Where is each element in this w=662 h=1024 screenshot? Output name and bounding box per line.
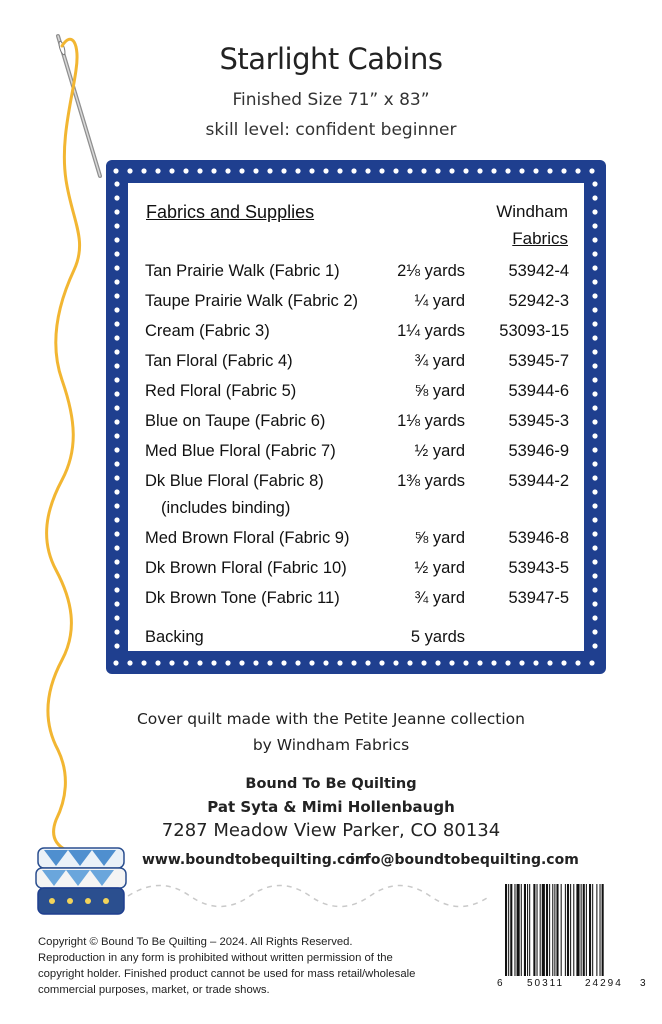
frame-dot (114, 489, 119, 494)
barcode-bars (497, 882, 647, 980)
supply-row (145, 382, 569, 404)
frame-dot (114, 573, 119, 578)
fabric-name: Dk Brown Floral (Fabric 10) (145, 559, 347, 577)
barcode-bar (570, 884, 571, 976)
frame-dot (592, 279, 597, 284)
backing-amount: 5 yards (410, 628, 465, 646)
copyright-notice (38, 934, 478, 998)
copyright-line1: Copyright © Bound To Be Quilting – 2024. All Rights Reserved. (38, 936, 353, 948)
barcode-bar (524, 884, 526, 976)
pattern-title: Starlight Cabins (219, 42, 443, 76)
supply-row (145, 442, 569, 464)
barcode-bar (517, 884, 520, 976)
frame-dot (114, 307, 119, 312)
fabric-number: 53945-7 (508, 352, 569, 370)
frame-dot (127, 168, 132, 173)
barcode-bar (592, 884, 593, 976)
barcode-bar (586, 884, 587, 976)
barcode-bar (533, 884, 535, 976)
fabric-amount: ¼ yard (414, 292, 465, 310)
barcode-bar (573, 884, 574, 976)
fabric-number: 53942-4 (508, 262, 569, 280)
frame-dot (592, 335, 597, 340)
frame-dot (267, 168, 272, 173)
frame-dot (449, 660, 454, 665)
fabric-name: Med Brown Floral (Fabric 9) (145, 529, 350, 547)
company-name: Bound To Be Quilting (245, 776, 417, 792)
barcode-bar (549, 884, 550, 976)
frame-dot (592, 405, 597, 410)
frame-dot (114, 461, 119, 466)
barcode (497, 882, 647, 990)
frame-dot (114, 531, 119, 536)
frame-dot (592, 545, 597, 550)
fabric-amount: ¾ yard (414, 589, 465, 607)
frame-dot (592, 293, 597, 298)
frame-dot (197, 660, 202, 665)
frame-dot (114, 503, 119, 508)
frame-dot (592, 615, 597, 620)
barcode-digit-check: 3 (640, 978, 646, 989)
frame-dot (114, 363, 119, 368)
frame-dot (589, 660, 594, 665)
frame-dot (114, 223, 119, 228)
barcode-bar (561, 884, 562, 976)
frame-dot (183, 168, 188, 173)
frame-dot (337, 168, 342, 173)
barcode-bar (554, 884, 555, 976)
frame-dot (323, 168, 328, 173)
frame-dot (114, 419, 119, 424)
frame-dot (114, 195, 119, 200)
frame-dot (592, 391, 597, 396)
frame-dot (253, 660, 258, 665)
frame-dot (505, 168, 510, 173)
frame-dot (295, 660, 300, 665)
frame-dot (592, 475, 597, 480)
skill-level: skill level: confident beginner (205, 120, 457, 140)
frame-dot (592, 489, 597, 494)
fabric-name: Tan Prairie Walk (Fabric 1) (145, 262, 340, 280)
frame-dot (393, 168, 398, 173)
fabric-amount: ½ yard (414, 559, 465, 577)
barcode-bar (576, 884, 579, 976)
fabric-number: 52942-3 (508, 292, 569, 310)
fabric-name: Taupe Prairie Walk (Fabric 2) (145, 292, 359, 310)
barcode-bar (565, 884, 566, 976)
barcode-bar (529, 884, 530, 976)
frame-dot (351, 660, 356, 665)
frame-dot (281, 660, 286, 665)
barcode-bar (542, 884, 545, 976)
frame-dot (155, 660, 160, 665)
frame-dot (295, 168, 300, 173)
supply-row (145, 559, 569, 581)
frame-dot (141, 660, 146, 665)
barcode-bar (602, 884, 604, 976)
copyright-line3: copyright holder. Finished product cannot be used for mass retail/wholesale (38, 968, 416, 980)
frame-dot (592, 503, 597, 508)
barcode-bar (527, 884, 528, 976)
frame-dot (592, 363, 597, 368)
frame-dot (169, 168, 174, 173)
frame-dot (225, 660, 230, 665)
frame-dot (519, 168, 524, 173)
barcode-bar (567, 884, 569, 976)
fabric-amount: 2⅛ yards (397, 262, 465, 280)
frame-dot (114, 349, 119, 354)
frame-dot (114, 279, 119, 284)
barcode-bar (508, 884, 509, 976)
frame-dot (211, 660, 216, 665)
barcode-bar (581, 884, 582, 976)
frame-dot (114, 251, 119, 256)
frame-dot (491, 168, 496, 173)
supply-row (145, 412, 569, 434)
supply-row (145, 352, 569, 374)
frame-dot (351, 168, 356, 173)
frame-dot (114, 181, 119, 186)
frame-dot (113, 168, 118, 173)
frame-dot (114, 517, 119, 522)
company-address: 7287 Meadow View Parker, CO 80134 (161, 820, 501, 841)
frame-dot (421, 660, 426, 665)
frame-dot (547, 168, 552, 173)
frame-dot (592, 265, 597, 270)
copyright-line4: commercial purposes, market, or trade shows. (38, 984, 270, 996)
frame-dot (113, 660, 118, 665)
frame-dot (477, 660, 482, 665)
fabric-number: 53944-2 (508, 472, 569, 490)
frame-dot (114, 377, 119, 382)
frame-dot (592, 195, 597, 200)
frame-dot (323, 660, 328, 665)
finished-size: Finished Size 71” x 83” (232, 90, 430, 110)
frame-dot (155, 168, 160, 173)
frame-dot (592, 601, 597, 606)
backing-label: Backing (145, 628, 204, 646)
barcode-bar (540, 884, 541, 976)
barcode-bar (514, 884, 515, 976)
stitch-line (128, 886, 490, 907)
frame-dot (114, 391, 119, 396)
frame-dot (589, 168, 594, 173)
supply-row (145, 322, 569, 344)
frame-dot (309, 660, 314, 665)
frame-dot (141, 168, 146, 173)
fabric-amount: ⅝ yard (414, 529, 465, 547)
website-link[interactable]: www.boundtobequilting.com (142, 852, 370, 868)
barcode-digits-left: 50311 (527, 978, 565, 989)
frame-dot (575, 168, 580, 173)
frame-dot (114, 559, 119, 564)
frame-dot (592, 447, 597, 452)
frame-dot (421, 168, 426, 173)
frame-dot (365, 168, 370, 173)
frame-dot (592, 223, 597, 228)
frame-dot (592, 181, 597, 186)
frame-dot (592, 321, 597, 326)
frame-dot (114, 265, 119, 270)
frame-dot (592, 307, 597, 312)
supply-row (145, 472, 569, 522)
frame-dot (365, 660, 370, 665)
frame-dot (449, 168, 454, 173)
frame-dot (114, 293, 119, 298)
frame-dot (505, 660, 510, 665)
fabric-number: 53093-15 (499, 322, 569, 340)
frame-dot (114, 335, 119, 340)
frame-dot (114, 321, 119, 326)
frame-dot (127, 660, 132, 665)
frame-dot (592, 349, 597, 354)
frame-dot (435, 660, 440, 665)
frame-dot (592, 433, 597, 438)
frame-dot (114, 587, 119, 592)
frame-dot (114, 643, 119, 648)
frame-dot (114, 209, 119, 214)
frame-dot (533, 660, 538, 665)
cover-note (0, 706, 662, 758)
barcode-bar (552, 884, 553, 976)
frame-dot (114, 433, 119, 438)
fabric-name: Med Blue Floral (Fabric 7) (145, 442, 336, 460)
company-people: Pat Syta & Mimi Hollenbaugh (207, 798, 455, 816)
frame-dot (592, 587, 597, 592)
frame-dot (533, 168, 538, 173)
copyright-line2: Reproduction in any form is prohibited without written permission of the (38, 952, 393, 964)
frame-dot (592, 377, 597, 382)
quilt-stack-icon (34, 844, 128, 920)
fabric-name: Dk Blue Floral (Fabric 8) (145, 472, 324, 490)
barcode-digit-lead: 6 (497, 978, 503, 989)
fabric-amount: 1⅜ yards (397, 472, 465, 490)
fabric-name: Tan Floral (Fabric 4) (145, 352, 293, 370)
barcode-digits-right: 24294 (585, 978, 623, 989)
barcode-bar (596, 884, 597, 976)
frame-dot (592, 419, 597, 424)
brand-heading-line2: Fabrics (512, 229, 568, 248)
frame-dot (114, 475, 119, 480)
fabric-name: Red Floral (Fabric 5) (145, 382, 297, 400)
frame-dot (281, 168, 286, 173)
barcode-bar (546, 884, 548, 976)
supply-row (145, 262, 569, 284)
frame-dot (114, 601, 119, 606)
barcode-bar (521, 884, 522, 976)
backing-row (145, 628, 569, 650)
frame-dot (491, 660, 496, 665)
fabric-name: Dk Brown Tone (Fabric 11) (145, 589, 340, 607)
fabric-number: 53945-3 (508, 412, 569, 430)
frame-dot (211, 168, 216, 173)
frame-dot (463, 168, 468, 173)
fabric-amount: ⅝ yard (414, 382, 465, 400)
frame-dot (114, 237, 119, 242)
fabric-note: (includes binding) (161, 499, 291, 517)
frame-dot (407, 168, 412, 173)
barcode-bar (556, 884, 558, 976)
supplies-heading: Fabrics and Supplies (146, 202, 315, 222)
frame-dot (267, 660, 272, 665)
email-link[interactable]: info@boundtobequilting.com (350, 852, 579, 868)
frame-dot (547, 660, 552, 665)
frame-dot (407, 660, 412, 665)
frame-dot (592, 643, 597, 648)
barcode-bar (583, 884, 585, 976)
barcode-bar (589, 884, 591, 976)
frame-dot (114, 545, 119, 550)
supply-row (145, 589, 569, 611)
barcode-bar (505, 884, 507, 976)
frame-dot (561, 660, 566, 665)
barcode-bar (600, 884, 601, 976)
brand-heading-line1: Windham (496, 202, 568, 221)
fabric-number: 53944-6 (508, 382, 569, 400)
frame-dot (114, 447, 119, 452)
frame-dot (114, 629, 119, 634)
frame-dot (592, 629, 597, 634)
frame-dot (592, 461, 597, 466)
supply-row (145, 292, 569, 314)
frame-dot (337, 660, 342, 665)
frame-dot (253, 168, 258, 173)
frame-dot (592, 209, 597, 214)
frame-dot (379, 660, 384, 665)
frame-dot (309, 168, 314, 173)
frame-dot (519, 660, 524, 665)
frame-dot (592, 251, 597, 256)
fabric-amount: ½ yard (414, 442, 465, 460)
frame-dot (197, 168, 202, 173)
frame-dot (114, 405, 119, 410)
fabric-amount: 1⅛ yards (397, 412, 465, 430)
frame-dot (114, 615, 119, 620)
fabric-amount: ¾ yard (414, 352, 465, 370)
frame-dot (183, 660, 188, 665)
fabric-name: Blue on Taupe (Fabric 6) (145, 412, 326, 430)
frame-dot (463, 660, 468, 665)
frame-dot (561, 168, 566, 173)
frame-dot (592, 517, 597, 522)
fabric-number: 53943-5 (508, 559, 569, 577)
frame-dot (239, 660, 244, 665)
frame-dot (225, 168, 230, 173)
frame-dot (477, 168, 482, 173)
frame-dot (393, 660, 398, 665)
frame-dot (592, 573, 597, 578)
frame-dot (592, 559, 597, 564)
barcode-bar (510, 884, 512, 976)
cover-note-line1: Cover quilt made with the Petite Jeanne collection (136, 710, 525, 728)
fabric-number: 53946-8 (508, 529, 569, 547)
frame-dot (239, 168, 244, 173)
cover-note-line2: by Windham Fabrics (252, 736, 410, 754)
frame-dot (575, 660, 580, 665)
frame-dot (592, 237, 597, 242)
frame-dot (379, 168, 384, 173)
fabric-number: 53947-5 (508, 589, 569, 607)
fabric-amount: 1¼ yards (397, 322, 465, 340)
frame-dot (435, 168, 440, 173)
fabric-name: Cream (Fabric 3) (145, 322, 270, 340)
barcode-bar (537, 884, 538, 976)
frame-dot (592, 531, 597, 536)
supply-row (145, 529, 569, 551)
frame-dot (169, 660, 174, 665)
fabric-number: 53946-9 (508, 442, 569, 460)
